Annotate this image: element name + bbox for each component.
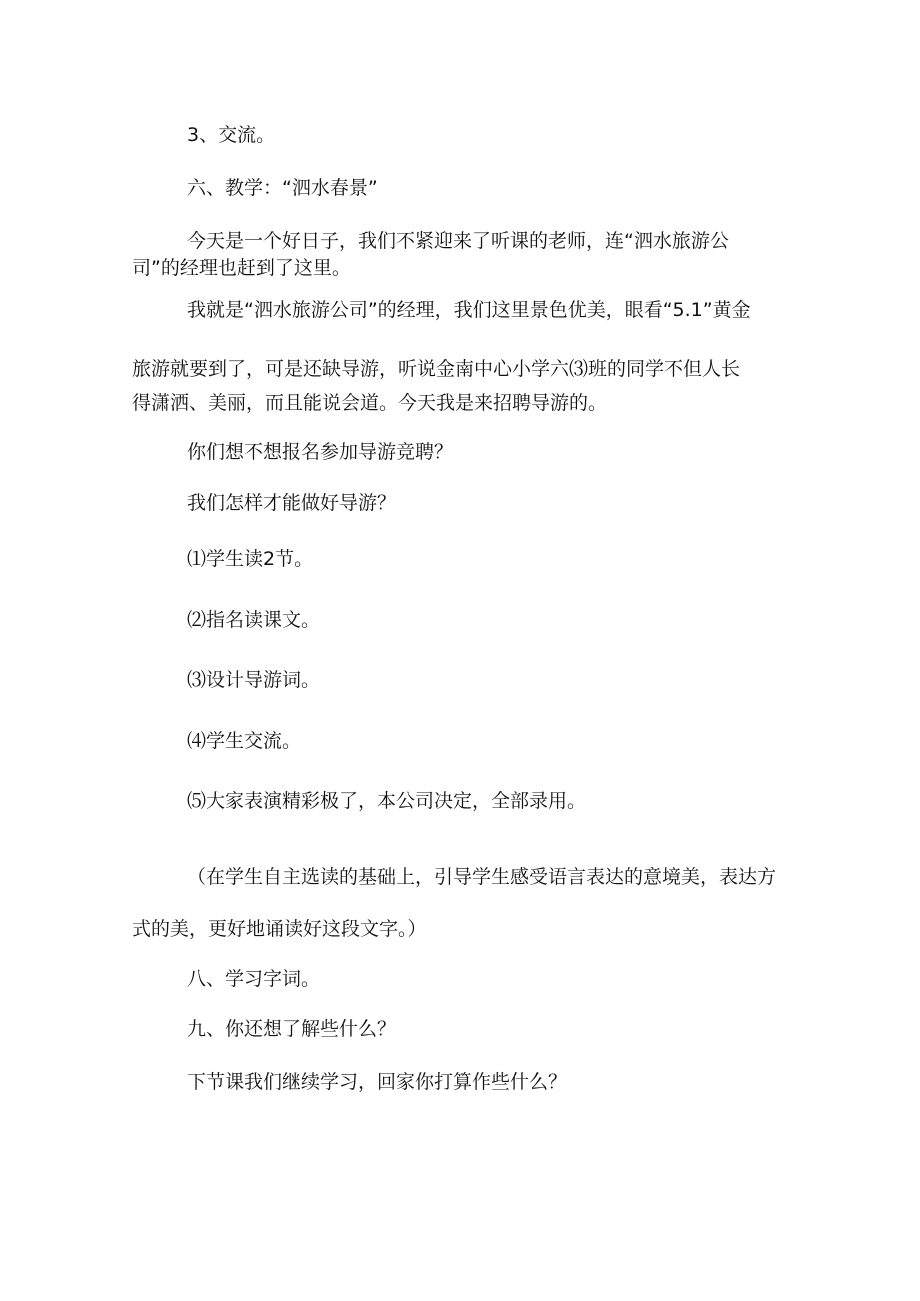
- text-line: ⑶设计导游词。: [187, 669, 321, 691]
- text-line: 3、交流。: [187, 124, 276, 146]
- text-line: ⑴学生读2节。: [187, 548, 314, 570]
- text-line: ⑸大家表演精彩极了，本公司决定，全部录用。: [187, 790, 587, 812]
- text-line: 今天是一个好日子，我们不紧迎来了听课的老师，连“泗水旅游公: [187, 230, 729, 252]
- text-line: 你们想不想报名参加导游竞聘？: [187, 441, 454, 463]
- text-line: 式的美，更好地诵读好这段文字。）: [132, 918, 427, 940]
- text-line: （在学生自主选读的基础上，引导学生感受语言表达的意境美，表达方: [187, 866, 777, 888]
- text-line: 我就是“泗水旅游公司”的经理，我们这里景色优美，眼看“5.1”黄金: [187, 299, 751, 321]
- text-line: 我们怎样才能做好导游？: [187, 492, 397, 514]
- text-line: 八、学习字词。: [187, 968, 321, 990]
- text-line: 六、教学：“泗水春景”: [187, 177, 378, 199]
- text-line: 九、你还想了解些什么？: [187, 1018, 397, 1040]
- text-line: 旅游就要到了，可是还缺导游，听说金南中心小学六⑶班的同学不但人长: [132, 358, 741, 380]
- text-line: ⑵指名读课文。: [187, 609, 321, 631]
- text-line: 得潇洒、美丽，而且能说会道。今天我是来招聘导游的。: [132, 392, 608, 414]
- text-line: 司”的经理也赶到了这里。: [132, 257, 351, 279]
- text-line: 下节课我们继续学习，回家你打算作些什么？: [187, 1071, 568, 1093]
- text-line: ⑷学生交流。: [187, 730, 302, 752]
